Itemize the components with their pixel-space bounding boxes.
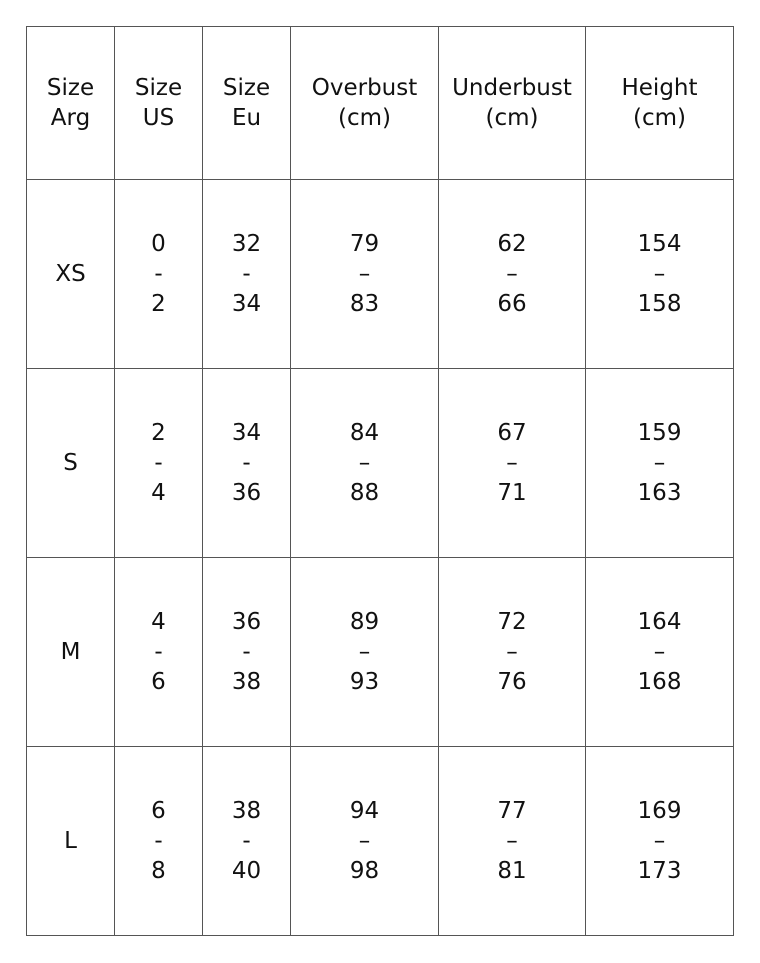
range-max: 71 bbox=[497, 480, 527, 506]
cell-overbust bbox=[291, 369, 439, 558]
range-dash: – bbox=[358, 261, 371, 287]
range-max: 83 bbox=[349, 291, 380, 317]
header-row bbox=[27, 27, 734, 180]
range-min: 0 bbox=[151, 231, 166, 257]
range-min: 84 bbox=[349, 420, 380, 446]
range-dash: - bbox=[154, 450, 163, 476]
range-min: 36 bbox=[231, 609, 262, 635]
cell-size-us bbox=[115, 558, 203, 747]
range-dash: – bbox=[506, 828, 518, 854]
range-min: 6 bbox=[151, 798, 166, 824]
header-text: Size bbox=[222, 75, 271, 101]
header-text: Overbust bbox=[311, 75, 418, 101]
cell-overbust bbox=[291, 747, 439, 936]
range-dash: - bbox=[242, 450, 251, 476]
range-dash: - bbox=[242, 639, 251, 665]
table-row bbox=[27, 369, 734, 558]
table-row bbox=[27, 747, 734, 936]
range-dash: - bbox=[154, 639, 163, 665]
range-dash: – bbox=[358, 639, 371, 665]
header-text: Height bbox=[621, 75, 698, 101]
header-text: Size bbox=[46, 75, 95, 101]
header-height bbox=[586, 27, 734, 180]
range-min: 34 bbox=[231, 420, 262, 446]
range-max: 4 bbox=[151, 480, 166, 506]
range-max: 40 bbox=[231, 858, 262, 884]
header-size-eu bbox=[203, 27, 291, 180]
cell-underbust bbox=[439, 558, 586, 747]
cell-underbust bbox=[439, 747, 586, 936]
header-size-arg bbox=[27, 27, 115, 180]
range-max: 81 bbox=[497, 858, 527, 884]
header-text: Size bbox=[134, 75, 183, 101]
cell-size-arg: S bbox=[27, 369, 115, 558]
cell-size-arg: L bbox=[27, 747, 115, 936]
cell-underbust bbox=[439, 180, 586, 369]
range-min: 38 bbox=[231, 798, 262, 824]
cell-height bbox=[586, 369, 734, 558]
cell-height bbox=[586, 180, 734, 369]
range-max: 76 bbox=[497, 669, 527, 695]
range-max: 88 bbox=[349, 480, 380, 506]
range-dash: – bbox=[506, 450, 518, 476]
range-dash: - bbox=[242, 828, 251, 854]
cell-overbust bbox=[291, 180, 439, 369]
cell-size-eu bbox=[203, 747, 291, 936]
range-min: 169 bbox=[637, 798, 682, 824]
range-min: 154 bbox=[637, 231, 682, 257]
range-dash: – bbox=[653, 639, 666, 665]
header-underbust bbox=[439, 27, 586, 180]
range-dash: – bbox=[506, 639, 518, 665]
header-overbust bbox=[291, 27, 439, 180]
range-max: 34 bbox=[231, 291, 262, 317]
range-max: 163 bbox=[637, 480, 682, 506]
range-dash: - bbox=[154, 828, 163, 854]
range-max: 6 bbox=[151, 669, 166, 695]
cell-size-arg: XS bbox=[27, 180, 115, 369]
range-min: 89 bbox=[349, 609, 380, 635]
header-size-us bbox=[115, 27, 203, 180]
header-text: Arg bbox=[50, 105, 91, 131]
range-dash: – bbox=[506, 261, 518, 287]
table-row bbox=[27, 558, 734, 747]
range-min: 164 bbox=[637, 609, 682, 635]
range-min: 94 bbox=[349, 798, 380, 824]
cell-overbust bbox=[291, 558, 439, 747]
range-max: 36 bbox=[231, 480, 262, 506]
range-max: 38 bbox=[231, 669, 262, 695]
range-dash: – bbox=[358, 450, 371, 476]
cell-size-eu bbox=[203, 558, 291, 747]
cell-height bbox=[586, 558, 734, 747]
range-max: 93 bbox=[349, 669, 380, 695]
range-min: 2 bbox=[151, 420, 166, 446]
cell-size-us bbox=[115, 369, 203, 558]
range-max: 66 bbox=[497, 291, 527, 317]
range-max: 98 bbox=[349, 858, 380, 884]
header-text: US bbox=[142, 105, 175, 131]
range-min: 67 bbox=[497, 420, 527, 446]
range-min: 4 bbox=[151, 609, 166, 635]
header-text: Underbust bbox=[452, 75, 572, 101]
range-dash: – bbox=[358, 828, 371, 854]
range-min: 32 bbox=[231, 231, 262, 257]
range-max: 158 bbox=[637, 291, 682, 317]
range-dash: - bbox=[154, 261, 163, 287]
header-text: (cm) bbox=[633, 105, 686, 131]
range-dash: - bbox=[242, 261, 251, 287]
cell-size-us bbox=[115, 747, 203, 936]
range-dash: – bbox=[653, 828, 666, 854]
header-text: (cm) bbox=[338, 105, 391, 131]
cell-size-eu bbox=[203, 180, 291, 369]
range-dash: – bbox=[653, 450, 666, 476]
header-text: (cm) bbox=[485, 105, 539, 131]
cell-underbust bbox=[439, 369, 586, 558]
range-max: 2 bbox=[151, 291, 166, 317]
cell-height bbox=[586, 747, 734, 936]
cell-size-arg: M bbox=[27, 558, 115, 747]
size-chart-table bbox=[26, 26, 734, 936]
header-text: Eu bbox=[231, 105, 262, 131]
range-max: 173 bbox=[637, 858, 682, 884]
cell-size-eu bbox=[203, 369, 291, 558]
range-min: 79 bbox=[349, 231, 380, 257]
range-max: 8 bbox=[151, 858, 166, 884]
range-min: 72 bbox=[497, 609, 527, 635]
range-dash: – bbox=[653, 261, 666, 287]
range-min: 62 bbox=[497, 231, 527, 257]
range-min: 159 bbox=[637, 420, 682, 446]
range-max: 168 bbox=[637, 669, 682, 695]
cell-size-us bbox=[115, 180, 203, 369]
range-min: 77 bbox=[497, 798, 527, 824]
table-row bbox=[27, 180, 734, 369]
